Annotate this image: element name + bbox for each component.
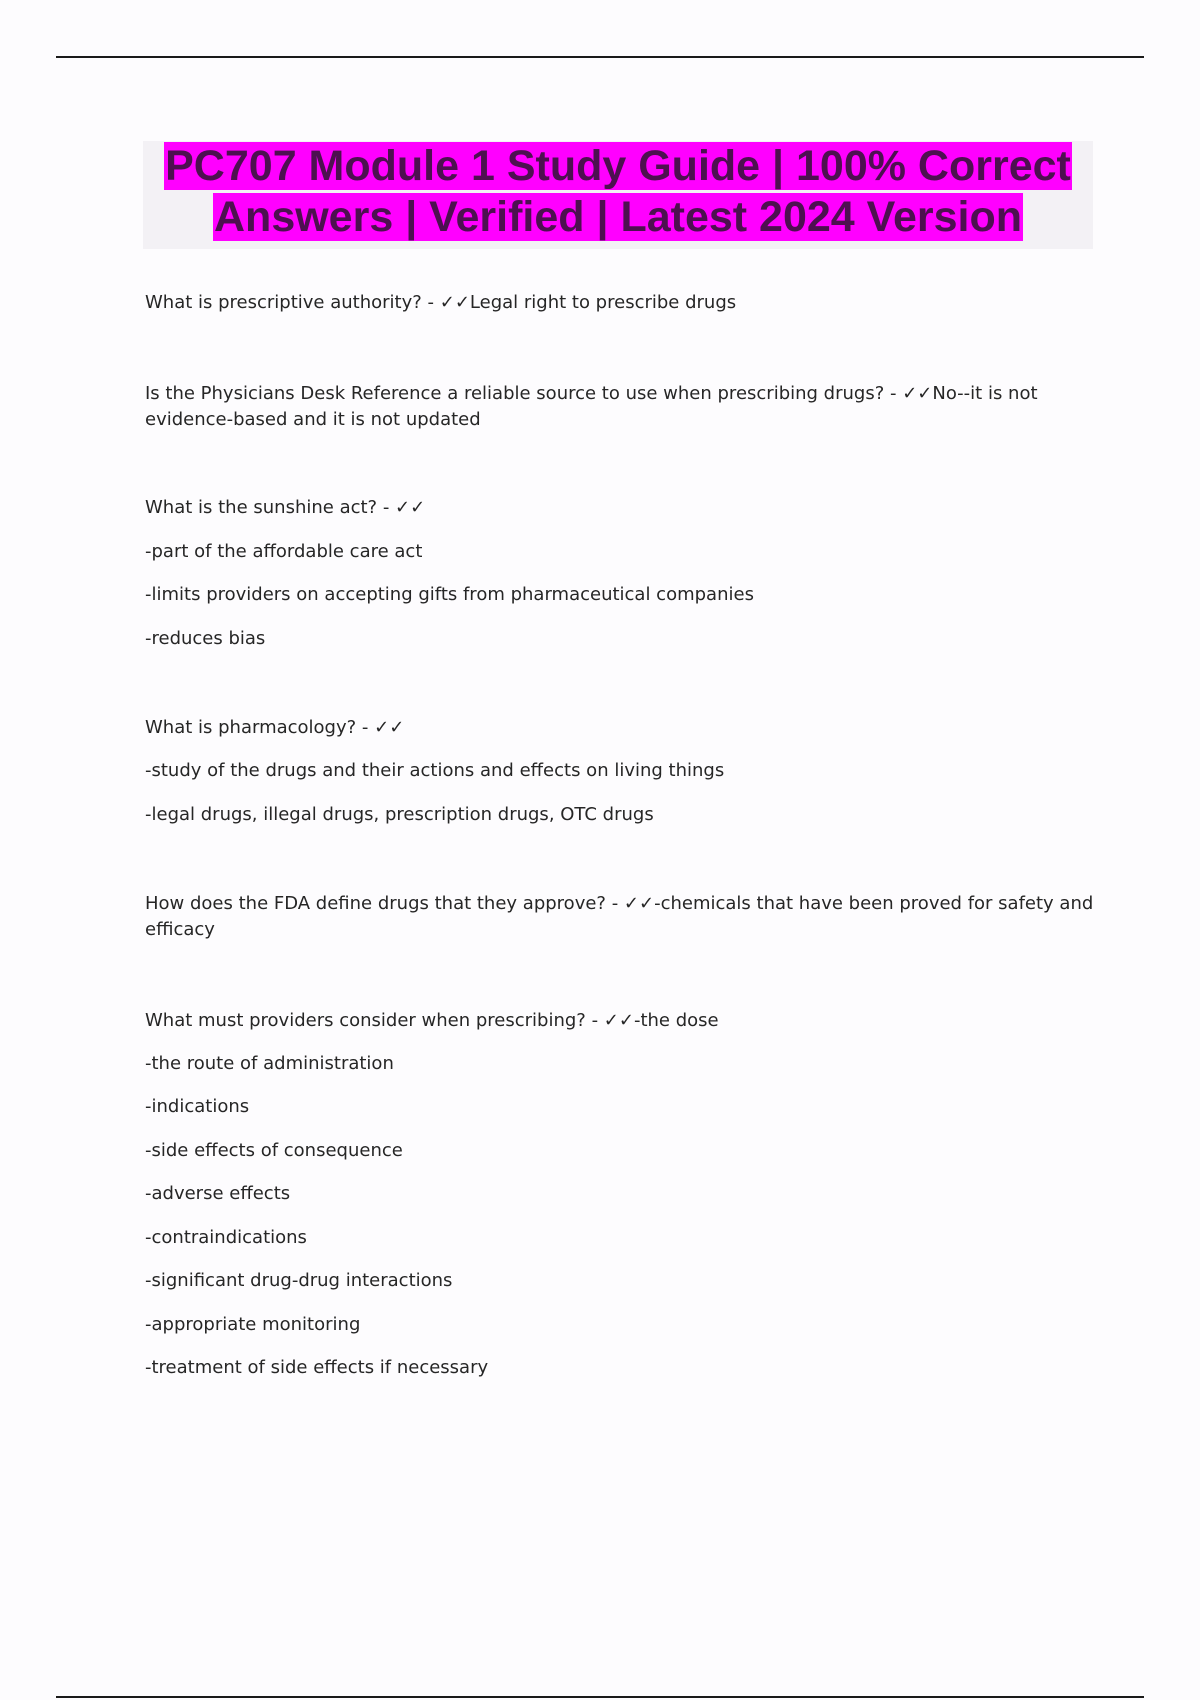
list-item: -significant drug-drug interactions (145, 1270, 453, 1291)
list-item: -part of the affordable care act (145, 541, 423, 562)
list-item: -side effects of consequence (145, 1140, 403, 1161)
qa-item (145, 715, 1095, 825)
list-item: -treatment of side effects if necessary (145, 1357, 489, 1378)
list-item: -legal drugs, illegal drugs, prescription drugs, OTC drugs (145, 804, 654, 825)
question-answer-text: What must providers consider when prescribing? - ✓✓-the dose (145, 1010, 719, 1031)
list-item: -indications (145, 1096, 250, 1117)
qa-item (145, 381, 1095, 433)
list-item: -adverse effects (145, 1183, 291, 1204)
question-answer-text: What is the sunshine act? - ✓✓ (145, 497, 426, 518)
qa-item (145, 290, 1095, 316)
qa-item (145, 1008, 1095, 1378)
qa-item (145, 495, 1095, 649)
list-item: -contraindications (145, 1227, 307, 1248)
list-item: -limits providers on accepting gifts from pharmaceutical companies (145, 584, 754, 605)
top-rule (56, 56, 1144, 58)
question-answer-text: What is prescriptive authority? - ✓✓Legal right to prescribe drugs (145, 292, 737, 313)
document-title (143, 141, 1093, 249)
title-line-2: Answers | Verified | Latest 2024 Version (214, 193, 1022, 241)
question-answer-text: What is pharmacology? - ✓✓ (145, 717, 405, 738)
bottom-rule (56, 1696, 1144, 1698)
list-item: -study of the drugs and their actions and effects on living things (145, 760, 725, 781)
title-line-1: PC707 Module 1 Study Guide | 100% Correct (165, 142, 1071, 190)
list-item: -reduces bias (145, 628, 266, 649)
question-answer-text: How does the FDA define drugs that they approve? - ✓✓-chemicals that have been proved for safety and efficacy (145, 893, 1094, 940)
qa-item (145, 891, 1095, 943)
list-item: -the route of administration (145, 1053, 394, 1074)
list-item: -appropriate monitoring (145, 1314, 361, 1335)
question-answer-text: Is the Physicians Desk Reference a reliable source to use when prescribing drugs? - ✓✓No--it is not evidence-based and it is not updated (145, 383, 1038, 430)
